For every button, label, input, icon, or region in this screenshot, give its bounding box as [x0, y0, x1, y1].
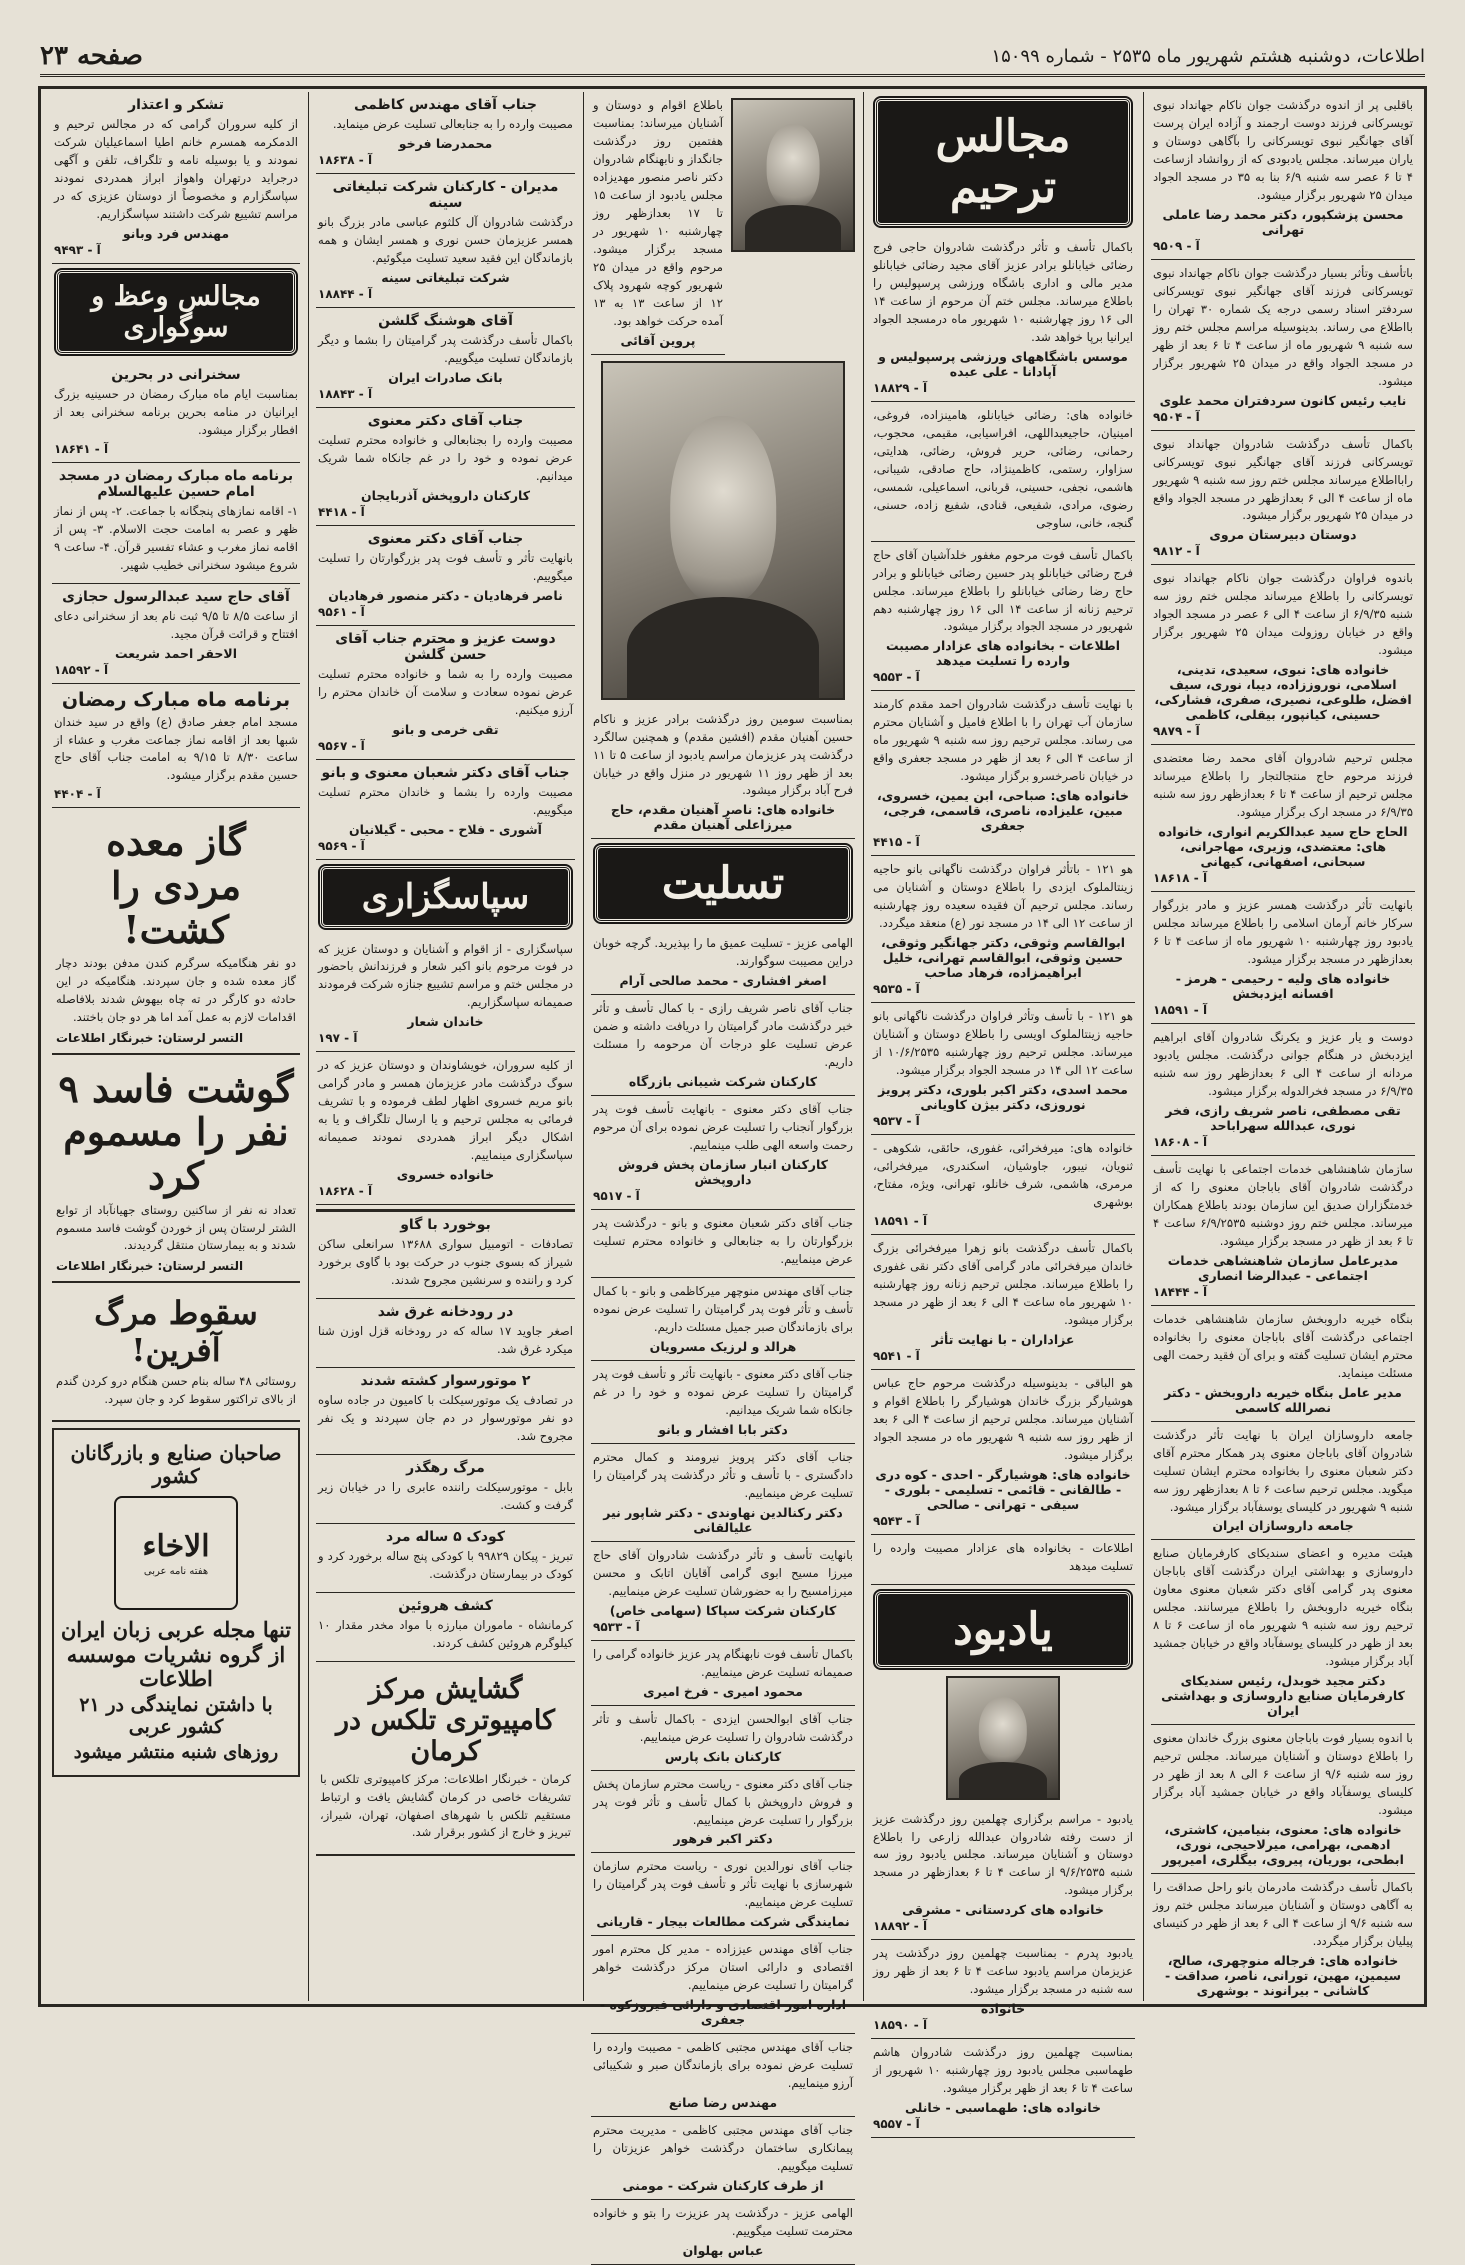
notice-heading: آقای حاج سید عبدالرسول حجازی	[62, 588, 290, 605]
notice-signature: محمد اسدی، دکتر اکبر بلوری، دکتر پرویز نوروزی، دکتر بیژن کاویانی	[878, 1082, 1128, 1113]
notice-signature: کارکنان بانک پارس	[664, 1748, 782, 1764]
notice-ramadan-program	[52, 684, 300, 809]
news-credit: التسر لرستان: خبرنگار اطلاعات	[56, 1259, 244, 1274]
column-memorial-services	[863, 92, 1143, 2132]
notice	[1151, 92, 1415, 260]
notice-ref: ۱۸۸۹۲ - آ	[873, 1919, 928, 1934]
notice-body: بمناسبت ایام ماه مبارک رمضان در حسینیه بزرگ ایرانیان در منامه بحرین برنامه سخنرانی بعد از افطار برگزار میشود.	[54, 386, 298, 437]
notice-signature: اصغر افشاری - محمد صالحی آرام	[619, 973, 827, 989]
notice	[591, 1542, 855, 1641]
notice-heading: سخنرانی در بحرین	[111, 366, 241, 383]
notice-body: باطلاع اقوام و دوستان و آشنایان میرساند: بمناسبت هفتمین روز درگذشت جانگداز و نابهنگام شادروان دکتر ناصر منصور مهدیزاده مجلس یادبود از ساعت ۱۵ تا ۱۷ بعدازظهر روز چهارشنبه ۱۰ شهریور در مسجد برگزار میشود. مرحوم واقع در میدان ۲۵ شهریور کوچه شهرود پلاک ۱۲ از ساعت ۱۳ به ۱۳ آمده حرکت خواهد بود.	[593, 98, 723, 328]
notice-signature: تقی مصطفی، ناصر شریف رازی، فخر نوری، عبدالله سهراباحد	[1165, 1102, 1401, 1133]
notice	[1151, 565, 1415, 745]
notice	[591, 2034, 855, 2117]
notice	[591, 1361, 855, 1444]
notice-signature: کارکنان انبار سازمان پخش فروش داروپخش	[618, 1157, 828, 1188]
notice-body: با نهایت تأسف درگذشت شادروان احمد مقدم کارمند سازمان آب تهران را با اطلاع فامیل و آشنایان محترم می رساند. مجلس ترحیم روز سه شنبه ۹ شهریور ماه از ساعت ۴ الی ۶ بعد از ظهر در مسجد جعفری واقع در خیابان ناصرخسرو برگزار میشود.	[873, 697, 1133, 784]
notice-ref: ۹۵۳۵ - آ	[873, 982, 920, 997]
news-heading: مرگ رهگذر	[406, 1459, 485, 1476]
notice-signature: مدیرعامل سازمان شاهنشاهی خدمات اجتماعی - عبدالرضا انصاری	[1167, 1252, 1399, 1283]
notice-signature: خانواده های: صباحی، ابن یمین، خسروی، مبین، علیزاده، ناصری، قاسمی، فرجی، جعفری	[876, 788, 1130, 834]
notice-body: جناب آقای دکتر معنوی - بانهایت تأسف فوت پدر بزرگوار آنجناب را تسلیت عرض نموده برای آن مرحوم رحمت واسعه الهی طلب مینماییم.	[593, 1102, 853, 1153]
news-body: روستائی ۴۸ ساله بنام حسن هنگام درو کردن گندم از بالای تراکتور سقوط کرد و جان سپرد.	[56, 1373, 296, 1406]
notice-heading: دوست عزیز و محترم جناب آقای حسن گلشن	[335, 630, 556, 663]
notice-body: جناب آقای مهندس مجتبی کاظمی - مدیریت محترم پیمانکاری ساختمان درگذشت خواهر عزیزتان را تسلیت میگوییم.	[593, 2123, 853, 2174]
notice-body: الهامی عزیز - درگذشت پدر عزیزت را بتو و خانواده محترمت تسلیت میگوییم.	[593, 2206, 853, 2239]
notice	[871, 2039, 1135, 2138]
notice	[591, 1096, 855, 1210]
notice	[1151, 431, 1415, 566]
notice	[591, 2117, 855, 2200]
notice-body: الهامی عزیز - تسلیت عمیق ما را بپذیرید. گرچه خوبان دراین مصیبت سوگوارند.	[593, 936, 853, 969]
notice-body: مصیبت وارده را به شما و خانواده محترم تسلیت عرض نموده سعادت و سلامت آن خاندان محترم را آرزو میکنیم.	[318, 666, 573, 717]
notice-ref: ۹۸۷۹ - آ	[1153, 724, 1200, 739]
notice-body: باکمال تأسف درگذشت شادروان جهانداد نبوی تویسرکانی فرزند آقای جهانگیر نبوی تویسرکانی رابااطلاع میرساند مجلس ختم روز سه شنبه ۹ شهریور ماه از ساعت ۴ الی ۶ بعدازظهر در مسجد الجواد واقع در میدان ۲۵ شهریور برگزار میشود.	[1153, 436, 1413, 523]
notice-heading: جناب آقای دکتر شعبان معنوی و بانو	[321, 764, 570, 781]
notice	[871, 1806, 1135, 1941]
notice-body: سپاسگزاری - از اقوام و آشنایان و دوستان عزیز که در فوت مرحوم بانو اکبر شعار و فرزندانش باحضور در مجلس ختم و مراسم تشییع جنازه شرکت فرمودند صمیمانه سپاسگزاریم.	[318, 941, 573, 1010]
notice-signature: خاندان شعار	[407, 1014, 484, 1030]
notice-signature: دکتر اکبر فرهور	[673, 1831, 773, 1847]
notice-ref: ۱۸۶۲۸ - آ	[318, 1184, 373, 1199]
column-gratitude	[308, 92, 583, 2001]
notice-body: جناب آقای نورالدین نوری - ریاست محترم سازمان شهرسازی با نهایت تأثر و تأسف فوت پدر گرامیتان را تسلیت عرض مینماییم.	[593, 1859, 853, 1910]
notice-ref: ۹۵۰۹ - آ	[1153, 238, 1200, 253]
notice	[591, 1210, 855, 1278]
notice-ref: ۱۸۶۴۱ - آ	[54, 441, 109, 456]
news-heading: ۲ موتورسوار کشته شدند	[360, 1373, 531, 1390]
notice	[591, 1853, 855, 1936]
notice	[591, 1444, 855, 1542]
notice-ref: ۴۴۰۴ - آ	[54, 787, 101, 802]
notice-body: هو الباقی - بدینوسیله درگذشت مرحوم حاج عباس هوشیارگر بزرگ خاندان هوشیارگر را باطلاع اقوام و آشنایان میرساند. مجلس ترحیم از ساعت ۴ الی ۶ بعد از ظهر روز سه شنبه ۹ شهریور ماه در مسجد الجواد برگزار میشود.	[873, 1375, 1133, 1462]
notice-ref: ۱۹۷ - آ	[318, 1031, 358, 1046]
alakha-logo	[114, 1496, 238, 1610]
notice	[591, 1641, 855, 1706]
notice-ref: ۱۸۴۴۴ - آ	[1153, 1284, 1208, 1299]
news-item	[316, 1455, 575, 1524]
notice-body: بانهایت تأثر درگذشت همسر عزیز و مادر بزرگوار سرکار خانم آرمان اسلامی را باطلاع میرساند مجلس یادبود روز چهارشنبه ۱۰ شهریور ماه از ساعت ۴ تا ۶ بعدازظهر در مسجد برگزار میشود.	[1153, 898, 1413, 967]
notice	[316, 626, 575, 760]
notice-signature: خانواده	[980, 2001, 1026, 2017]
notice	[1151, 1156, 1415, 1306]
notice-body: بنگاه خیریه داروبخش سازمان شاهنشاهی خدمات اجتماعی درگذشت آقای باباجان معنوی را بخانواده محترم ایشان تسلیت گفته و برای آن فقید رحمت الهی مسئلت مینماید.	[1153, 1311, 1413, 1380]
notice-ref: ۱۸۵۹۱ - آ	[873, 1213, 928, 1228]
notice-body: اطلاعات - بخانواده های عزادار مصیبت وارده را تسلیت میدهد	[873, 1540, 1133, 1573]
notice-heading: آقای هوشنگ گلشن	[378, 312, 513, 329]
notice-signature: کارکنان شرکت شیبانی بازرگاه	[628, 1074, 818, 1090]
news-body: تعداد نه نفر از ساکنین روستای جهیانآباد از توابع الشتر لرستان پس از خوردن گوشت فاسد مسموم شدند و به بیمارستان منتقل گردیدند.	[56, 1202, 296, 1253]
notice	[316, 408, 575, 526]
notice-ref: ۴۴۱۵ - آ	[873, 835, 920, 850]
notice-signature: کارکنان شرکت سپاکا (سهامی خاص)	[609, 1602, 837, 1618]
news-heading: بوخورد با گاو	[400, 1217, 491, 1234]
notice-body: جناب آقای مهندس منوچهر میرکاظمی و بانو - با کمال تأسف و تأثر فوت پدر گرامیتان را تسلیت عرض نموده برای بازماندگان صبر جمیل مسئلت داریم.	[593, 1284, 853, 1334]
notice-signature: ناصر فرهادیان - دکتر منصور فرهادیان	[328, 587, 563, 603]
notice-ref: ۹۴۹۳ - آ	[54, 242, 101, 257]
notice-ref: ۱۸۵۹۱ - آ	[1153, 1003, 1208, 1018]
news-spoiled-meat	[52, 1055, 300, 1284]
notice-body: از کلیه سروران گرامی که در مجالس ترحیم و الدمکرمه همسرم خانم اطیا اسماعیلیان شرکت نمودند و یا بوسیله نامه و تلگراف، تلفن و آگهی درجراید درتهران واهواز ابراز همدردی نمودند سپاسگزارم و مخصوصاً از دوستان عزیزی که در مراسم تشییع شرکت داشتند سپاسگزاریم.	[54, 117, 298, 221]
notice-ref: ۹۵۳۳ - آ	[593, 1619, 640, 1634]
notice-body: باندوه فراوان درگذشت جوان ناکام جهانداد نبوی تویسرکانی را باطلاع میرساند مجلس ختم روز سه شنبه ۶/۹/۳۵ از ساعت ۴ الی ۶ عصر در مسجد الجواد واقع در خیابان روزولت میدان ۲۵ شهریور برگزار میشود.	[1153, 571, 1413, 658]
notice-body: جناب آقای دکتر شعبان معنوی و بانو - درگذشت پدر بزرگوارتان را به جنابعالی و خانواده محترم تسلیت عرض مینماییم.	[593, 1216, 853, 1267]
news-heading: در رودخانه غرق شد	[377, 1304, 514, 1321]
notice	[1151, 1306, 1415, 1422]
ad-top-line: صاحبان صنایع و بازرگانان کشور	[70, 1441, 282, 1489]
notice-ref: ۱۸۵۹۲ - آ	[54, 662, 109, 677]
notice-signature: الاحقر احمد شریعت	[114, 645, 238, 661]
notice-signature: عباس بهلوان	[682, 2243, 764, 2259]
notice-signature: موسس باشگاههای ورزشی پرسپولیس و آپادانا - علی عبده	[878, 348, 1128, 379]
notice-ref: ۱۸۶۱۸ - آ	[1153, 871, 1208, 886]
notice-signature: دکتر رکنالدین نهاوندی - دکتر شاپور نیر علیالقانی	[603, 1504, 843, 1535]
notice-signature: دوستان دبیرستان مروی	[1209, 527, 1357, 543]
news-item	[316, 1524, 575, 1593]
news-body: تبریز - پیکان ۹۹۸۲۹ با کودکی پنج ساله برخورد کرد و کودک در بیمارستان درگذشت.	[318, 1548, 573, 1581]
news-headline: سقوط مرگ آفرین!	[94, 1294, 258, 1370]
column-condolence-notices	[1143, 92, 1423, 2001]
notice-body: یادبود - مراسم برگزاری چهلمین روز درگذشت عزیز از دست رفته شادروان عبدالله زارعی را باطلاع دوستان و آشنایان میرساند. مجلس یادبود روز سه شنبه ۹/۶/۲۵۳۵ از ساعت ۴ تا ۶ بعدازظهر در مسجد برگزار میشود.	[873, 1811, 1133, 1898]
portrait-photo-large	[601, 361, 845, 700]
notice-body: جناب آقای ابوالحسن ایزدی - باکمال تأسف و تأثر درگذشت شادروان را تسلیت عرض مینماییم.	[593, 1711, 853, 1744]
page-number: صفحه ۲۳	[40, 41, 143, 71]
logo-subtext: هفته نامه عربی	[143, 1566, 209, 1578]
notice-body: جناب آقای دکتر معنوی - ریاست محترم سازمان پخش و فروش داروپخش با کمال تأسف و تأثر فوت پدر بزرگوار را تسلیت عرض مینماییم.	[593, 1776, 853, 1827]
notice-ref: ۱۸۸۲۹ - آ	[873, 380, 928, 395]
notice-body: هو ۱۲۱ - با تأسف وتأثر فراوان درگذشت ناگهانی بانو حاجیه زینتالملوک اویسی را باطلاع دوستان و آشنایان میرساند. مجلس ترحیم روز چهارشنبه ۱۰/۶/۲۵۳۵ از ساعت ۱۲ الی ۱۴ در مسجد الجواد برگزار میشود.	[873, 1009, 1133, 1078]
notice-body: بمناسبت چهلمین روز درگذشت شادروان هاشم طهماسبی مجلس یادبود روز چهارشنبه ۱۰ شهریور از ساعت ۴ تا ۶ بعد از ظهر برگزار میشود.	[873, 2045, 1133, 2096]
notice-signature: محمدرضا فرخو	[398, 135, 493, 151]
notice-signature: مدیر عامل بنگاه خیریه داروبخش - دکتر نصرالله کاسمی	[1164, 1384, 1402, 1415]
notice	[871, 1235, 1135, 1370]
notice-heading: برنامه ماه مبارک رمضان	[61, 688, 291, 711]
news-heading: کشف هروئین	[398, 1597, 493, 1614]
notice	[1151, 260, 1415, 431]
news-body: دو نفر هنگامیکه سرگرم کندن مدفن بودند دچار گاز معده شده و جان سپردند. هنگامیکه در این حادثه دو کارگر در ته چاه بیهوش شدند بلافاصله اقدامات لازم به عمل آمد اما هر دو جان باختند.	[56, 956, 296, 1024]
notice-body: از ساعت ۸/۵ تا ۹/۵ ثبت نام بعد از سخنرانی دعای افتتاح و قرائت قرآن مجید.	[54, 608, 299, 641]
notice-ref: ۹۵۶۷ - آ	[318, 738, 365, 753]
notice-body: باکمال تأسف فوت مرحوم مغفور خلدآشیان آقای حاج فرج رضائی خیابانلو پدر حسین رضائی خیابانلو و برادر حاج رضا رضائی خیابانلو را باطلاع میرساند. مجلس ترحیم زنانه از ساعت ۱۴ الی ۱۶ روز چهارشنبه دهم شهریور در مسجد الجواد برگزار میشود.	[873, 547, 1133, 634]
notice-heading: برنامه ماه مبارک رمضان در مسجد امام حسین علیهالسلام	[58, 467, 294, 500]
notice-signature: هرالد و لرزیک مسرویان	[649, 1338, 797, 1354]
notice	[871, 1135, 1135, 1235]
notice-signature: پروین آقائی	[620, 332, 696, 348]
notice-signature: محسن پزشکپور، دکتر محمد رضا عاملی تهرانی	[1162, 206, 1404, 237]
news-stomach-gas	[52, 808, 300, 1054]
notice-signature: کارکنان داروپخش آذربایجان	[361, 487, 530, 503]
notice-body: از کلیه سروران، خویشاوندان و دوستان عزیز که در سوگ درگذشت مادر عزیزمان همسر و مادر گرامی بانو مریم خسروی اظهار لطف فرموده و با تشریف فرمائی به مجلس ترحیم و یا ارسال تلگراف و یا به اشکال دیگر ابراز همدردی نمودند صمیمانه سپاسگزاری مینماییم.	[318, 1058, 573, 1163]
notice	[591, 930, 855, 995]
notice-signature: مهندس رضا صانع	[668, 2095, 778, 2111]
notice	[871, 234, 1135, 402]
notice-ref: ۱۸۶۰۸ - آ	[1153, 1134, 1208, 1149]
notice-signature: دکتر مجید خوبدل، رئیس سندیکای کارفرمایان صنایع داروسازی و بهداشتی ایران	[1161, 1673, 1405, 1719]
notice-signature: از طرف کارکنان شرکت - مومنی	[622, 2178, 824, 2194]
ad-foot-line: روزهای شنبه منتشر میشود	[73, 1741, 279, 1763]
notice-ref: ۹۵۱۷ - آ	[593, 1189, 640, 1204]
notice-ref: ۹۸۱۲ - آ	[1153, 544, 1200, 559]
notice-ref: ۹۵۴۱ - آ	[873, 1348, 920, 1363]
notice-signature: الحاج حاج سید عبدالکریم انواری، خانواده های: معتضدی، وزیری، مهاجرانی، سبحانی، اصفهانی، کیهانی	[1158, 824, 1408, 870]
notice	[52, 584, 300, 684]
news-credit: التسر لرستان: خبرنگار اطلاعات	[56, 1030, 244, 1045]
notice-ref: ۱۸۵۹۰ - آ	[873, 2018, 928, 2033]
notice-ref: ۹۵۳۷ - آ	[873, 1114, 920, 1129]
notice-heading: جناب آقای دکتر معنوی	[367, 530, 524, 547]
notice-signature: خانواده خسروی	[396, 1167, 495, 1183]
notice	[591, 1706, 855, 1771]
notice-body: مجلس ترحیم شادروان آقای محمد رضا معتضدی فرزند مرحوم حاج منتجالتجار را باطلاع میرساند مجلس ترحیم از ساعت ۴ تا ۶ بعدازظهر روز سه شنبه ۶/۹/۳۵ در مسجد ارک برگزار میشود.	[1153, 751, 1413, 820]
ad-body-line: تنها مجله عربی زبان ایران از گروه نشریات موسسه اطلاعات	[60, 1617, 292, 1691]
notice-body: جناب آقای دکتر معنوی - بانهایت تأثر و تأسف فوت پدر گرامیتان را تسلیت عرض نموده و خود را در غم جانکاه شما شریک میدانیم.	[593, 1366, 853, 1417]
notice-signature: خانواده های: معنوی، بنیامین، کاشتری، ادهمی، بهرامی، میرلاحیجی، نوری، ابطحی، بوریان، پیروی، بیگلری، امیرپور	[1162, 1822, 1404, 1868]
banner-condolence: تسلیت	[595, 845, 851, 922]
notice	[871, 1370, 1135, 1535]
banner-gratitude: سپاسگزاری	[320, 866, 571, 928]
notice-body: جناب آقای مهندس عیززاده - مدیر کل محترم امور اقتصادی و دارائی استان مرکز درگذشت خواهر گرامیتان را تسلیت عرض مینماییم.	[593, 1942, 853, 1993]
notice-body: مصیبت وارده را بجنابعالی و خانواده محترم تسلیت عرض نموده و خود را در غم جانکاه شما شریک میدانیم.	[318, 432, 573, 483]
notice-signature: اطلاعات - بخانواده های عزادار مصیبت وارده را تسلیت میدهد	[885, 638, 1121, 669]
notice-body: هو ۱۲۱ - باتأثر فراوان درگذشت ناگهانی بانو حاجیه زینتالملوک ایزدی را باطلاع دوستان و آشنایان می رساند. مجلس ترحیم آن فقیده سعیده روز چهارشنبه از ساعت ۱۲ الی ۱۴ در مسجد نور (ع) منعقد میگردد.	[873, 862, 1134, 931]
notice	[316, 308, 575, 408]
news-item	[316, 1593, 575, 1662]
notice-signature: آشوری - فلاح - محبی - گیلانیان	[349, 821, 542, 837]
notice-heading: جناب آقای دکتر معنوی	[367, 412, 524, 429]
notice-signature: دکتر بابا افشار و بانو	[658, 1421, 788, 1437]
notice-ref: ۹۵۵۷ - آ	[873, 2117, 920, 2132]
notice-ref: ۱۸۶۳۸ - آ	[318, 152, 373, 167]
notice	[52, 463, 300, 584]
news-item	[316, 1368, 575, 1455]
notice	[591, 995, 855, 1096]
notice-ref: ۱۸۸۴۴ - آ	[318, 286, 373, 301]
news-item	[316, 1299, 575, 1368]
notice-body: بانهایت تأسف و تأثر درگذشت شادروان آقای حاج میرزا مسیح ابوی گرامی آقایان اتابک و محسن میرزامسیح را به حضورشان تسلیت عرض مینماییم.	[593, 1547, 853, 1598]
notice	[316, 526, 575, 626]
notice-heading: تشکر و اعتذار	[128, 97, 224, 113]
notice-body: هیئت مدیره و اعضای سندیکای کارفرمایان صنایع داروسازی و بهداشتی ایران درگذشت آقای باباجان معنوی پدر گرامی آقای دکتر شعبان معنوی معاون بنگاه خیریه داروبخش را باطلاع میرسانند. مجلس ترحیم روز سه شنبه ۹ شهریور ماه از ساعت ۶ تا ۸ بعد از ظهر در کلیسای یوسفآباد واقع در خیابان جمشید آباد برگزار میشود.	[1153, 1546, 1414, 1669]
notice	[871, 1535, 1135, 1585]
logo-text: الاخاء	[142, 1529, 210, 1565]
notice-body: جناب آقای ناصر شریف رازی - با کمال تأسف و تأثر خبر درگذشت مادر گرامیتان را دریافت داشته و ضمن عرض تسلیت علو درجات آن مرحومه را مسئلت داریم.	[593, 1001, 853, 1070]
notice	[591, 1771, 855, 1854]
notice-body: خانواده های: رضائی خیابانلو، هامینزاده، فروغی، امینیان، حاجیعبداللهی، افراسیابی، مقیمی، محجوب، رحمانی، رضائی، حریر فروش، رضائی، هدایتی، سزاوار، رستمی، کاظمینژاد، حاج صادقی، شیبانی، هاشمی، نجفی، حسینی، قربانی، اسماعیلی، شمسی، رضوی، مرادی، شفیعی، قنادی، شفیع زاده، حسنی، گنجه، خانی، ساوجی	[873, 407, 1133, 530]
notice-signature: خانواده های: ناصر آهنیان مقدم، حاج میرزاعلی آهنیان مقدم	[610, 802, 836, 833]
news-item	[316, 1212, 575, 1299]
news-headline: گاز معده مردی را کشت!	[106, 819, 246, 952]
notice-body: باکمال تأسف درگذشت پدر گرامیتان را بشما و دیگر بازماندگان تسلیت میگوییم.	[318, 332, 573, 365]
notice	[1151, 1422, 1415, 1541]
news-headline: گوشت فاسد ۹ نفر را مسموم کرد	[58, 1065, 294, 1199]
notice-signature: خانواده های کردستانی - مشرقی	[902, 1902, 1104, 1918]
column-sermons-news	[44, 92, 308, 2001]
notice-signature: مهندس فرد وبانو	[122, 225, 230, 241]
notice	[1151, 892, 1415, 1024]
news-body: تصادفات - اتومبیل سواری ۱۳۶۸۸ سرانعلی ساکن شیراز که بسوی جنوب در حرکت بود با گاوی برخورد کرد و راننده و سرنشین مجروح شدند.	[318, 1237, 573, 1288]
notice-signature: ابوالقاسم وثوقی، دکتر جهانگیر وثوقی، حسین وثوقی، ابوالقاسم تهرانی، خلیل ابراهیمزاده، فرهاد صاحب	[880, 935, 1126, 981]
notice	[52, 92, 300, 264]
notice-signature: محمود امیری - فرخ امیری	[643, 1683, 803, 1699]
notice-body: درگذشت شادروان آل کلثوم عباسی مادر بزرگ بانو همسر عزیزمان حسن نوری و همسر ایشان و همه بازماندگان این فقید سعید تسلیت میگوئیم.	[318, 214, 573, 265]
notice-body: باتأسف وتأثر بسیار درگذشت جوان ناکام جهانداد نبوی تویسرکانی فرزند آقای جهانگیر نبوی تویسرکانی سردفتر اسناد رسمی درجه یک شماره ۳۰ تهران را بااطلاع می رساند. بدینوسیله مراسم مجلس ختم روز سه شنبه ۹ شهریور ماه از ساعت ۴ تا ۶ بعد از ظهر در مسجد الجواد واقع در میدان ۲۵ شهریور برگزار میشود.	[1153, 265, 1413, 388]
notice-ref: ۹۵۴۳ - آ	[873, 1513, 920, 1528]
notice-signature: شرکت تبلیغاتی سینه	[381, 269, 510, 285]
news-body: کرمانشاه - ماموران مبارزه با مواد مخدر مقدار ۱۰ کیلوگرم هروئین کشف کردند.	[318, 1617, 573, 1650]
notice-body: بمناسبت سومین روز درگذشت برادر عزیز و ناکام حسین آهنیان مقدم (افشین مقدم) و همچنین سالگرد درگذشت پدر عزیزمان مراسم یادبود از ساعت ۵ تا ۱۱ بعد از ظهر روز ۱۱ شهریور در منزل واقع در خیابان فرح آباد برگزار میشود.	[593, 711, 853, 798]
notice-body: سازمان شاهنشاهی خدمات اجتماعی با نهایت تأسف درگذشت شادروان آقای باباجان معنوی را که از خدمتگزاران صدیق این سازمان بودند باطلاع همکاران میرساند. مجلس ختم روز دوشنبه ۶/۹/۲۵۳۵ ساعت ۴ تا ۶ بعد از ظهر در مسجد برگزار میشود.	[1153, 1161, 1413, 1248]
notice	[316, 174, 575, 308]
notice-body: بانهایت تأثر و تأسف فوت پدر بزرگوارتان را تسلیت میگوییم.	[318, 550, 573, 583]
notice	[871, 542, 1135, 692]
notice-body: با اندوه بسیار فوت باباجان معنوی بزرگ خاندان معنوی را باطلاع دوستان و آشنایان میرساند. مجلس ترحیم روز سه شنبه ۹/۶ از ساعت ۶ الی ۸ بعد از ظهر در کلیسای یوسفآباد واقع در خیابان جمشید آباد برگزار میشود.	[1153, 1731, 1413, 1818]
notice-ref: ۹۵۰۴ - آ	[1153, 409, 1200, 424]
notice-signature: بانک صادرات ایران	[388, 369, 503, 385]
notice-signature: خانواده های: هوشیارگر - احدی - کوه دری - طالقانی - قائمی - تسلیمی - بلوری - سیفی - تهرانی - صالحی	[875, 1466, 1131, 1512]
notice-body: باکمال تأسف و تأثر درگذشت شادروان حاجی فرج رضائی خیابانلو برادر عزیز آقای مجید رضائی خیابانلو مدیر مالی و اداری باشگاه ورزشی پرسپولیس را باطلاع میرساند. مجلس ختم آن مرحوم از ساعت ۱۴ الی ۱۶ روز چهارشنبه ۱۰ شهریور ماه درمسجد الجواد ایرانیا برپا خواهد شد.	[873, 240, 1134, 344]
portrait-photo	[731, 98, 855, 252]
ad-body-line2: با داشتن نمایندگی در ۲۱ کشور عربی	[79, 1693, 273, 1738]
notice-ref: ۹۵۵۳ - آ	[873, 670, 920, 685]
portrait-photo	[946, 1676, 1060, 1800]
notice-ref: ۴۴۱۸ - آ	[318, 504, 365, 519]
masthead	[40, 38, 1425, 77]
news-deadly-fall	[52, 1283, 300, 1422]
notice-signature: خانواده های: فرجاله منوچهری، صالح، سیمین، مهین، تورانی، ناصر، صداقت - کاشانی - بیرانوند - بوشهری	[1164, 1952, 1401, 1998]
notice-body: یادبود پدرم - بمناسبت چهلمین روز درگذشت پدر عزیزمان مراسم یادبود ساعت ۴ تا ۶ بعد از ظهر روز سه شنبه در مسجد برگزار میشود.	[873, 1946, 1133, 1997]
notice-body: مسجد امام جعفر صادق (ع) واقع در سید خندان شبها بعد از اقامه نماز جماعت مغرب و عشاء از ساعت ۸/۳۰ تا ۹/۱۵ به امامت جناب آقای حاج حسین مقدم برگزار میشود.	[54, 714, 298, 783]
banner-sermons: مجالس وعظ و سوگواری	[56, 270, 296, 354]
news-body: در تصادف یک موتورسیکلت با کامیون در جاده ساوه دو نفر موتورسوار در دم جان سپردند و یک نفر مجروح شد.	[318, 1393, 573, 1443]
notice	[871, 1003, 1135, 1135]
banner-remembrance: یادبود	[875, 1591, 1131, 1668]
notice-body: جناب آقای مهندس مجتبی کاظمی - مصیبت وارده را تسلیت عرض نموده برای بازماندگان صبر و شکیبائی آرزو مینماییم.	[593, 2040, 853, 2091]
notice-heading: مدیران - کارکنان شرکت تبلیغاتی سینه	[332, 178, 559, 211]
notice-ref: ۹۵۶۹ - آ	[318, 838, 365, 853]
notice-signature: عزاداران - با نهایت تأثر	[931, 1331, 1075, 1347]
notice-body: جناب آقای دکتر پرویز نیرومند و کمال محترم دادگستری - با تأسف و تأثر درگذشت پدر گرامیتان را تسلیت عرض مینماییم.	[593, 1449, 853, 1500]
notice-signature: خانواده های ولیه - رحیمی - هرمز - افسانه ایزدبخش	[1175, 971, 1391, 1002]
notice	[1151, 745, 1415, 892]
notice-body: ۱- اقامه نمازهای پنجگانه با جماعت. ۲- پس از نماز ظهر و عصر به امامت حجت الاسلام. ۳- پس از اقامه نماز مغرب و عشاء تفسیر قرآن. ۴- ساعت ۹ شروع میشود سخنرانی خطیب شهیر.	[54, 503, 298, 572]
notice-signature: نمایندگی شرکت مطالعات بیجار - قاریانی	[596, 1914, 850, 1930]
notice-heading: جناب آقای مهندس کاظمی	[354, 97, 537, 113]
notice-ref: ۹۵۶۱ - آ	[318, 604, 365, 619]
notice	[316, 92, 575, 174]
notice	[52, 362, 300, 463]
notice	[316, 1052, 575, 1205]
notice	[1151, 1874, 1415, 2005]
notice-signature: خانواده های: نبوی، سعیدی، تدینی، اسلامی، نوروززاده، دیبا، نوری، سیف افضل، طلوعی، نصیری، صفری، فشارکی، حسینی، کیانپور، بیقلی، کاظمی	[1154, 662, 1412, 723]
notice-signature: جامعه داروسازان ایران	[1212, 1518, 1354, 1534]
news-body: بابل - موتورسیکلت راننده عابری را در خیابان زیر گرفت و کشت.	[318, 1479, 573, 1512]
notice-body: باکمال تأسف درگذشت مادرمان بانو راحل صداقت را به آگاهی دوستان و آشنایان میرساند مجلس ختم روز سه شنبه ۹/۶ از ساعت ۴ الی ۶ بعد از ظهر در کنیسای پیلیان برگزار میگردد.	[1153, 1880, 1413, 1948]
notice-body: مصیبت وارده را بشما و خاندان محترم تسلیت میگوییم.	[318, 784, 573, 817]
notice-body: مصیبت وارده را به جنابعالی تسلیت عرض مینماید.	[332, 117, 573, 131]
ad-alakha-magazine	[52, 1428, 300, 1777]
notice-signature: خانواده های: طهماسبی - خانلی	[904, 2100, 1101, 2116]
notice	[871, 856, 1135, 1003]
ad-telex-center	[316, 1662, 575, 1856]
notice	[591, 706, 855, 840]
telex-body: کرمان - خبرنگار اطلاعات: مرکز کامپیوتری تلکس با تشریفات خاصی در کرمان گشایش یافت و ارتباط مستقیم تلکس با شهرهای اصفهان، تهران، شیراز، تبریز و خارج از کشور برقرار شد.	[320, 1771, 571, 1840]
notice	[871, 691, 1135, 856]
notice	[871, 402, 1135, 542]
banner-memorial-services: مجالس ترحیم	[875, 98, 1131, 226]
news-heading: کودک ۵ ساله مرد	[386, 1528, 505, 1545]
notice-body: خانواده های: میرفخرائی، غفوری، حائقی، شکوهی - ثنویان، نیبور، جاوشیان، اسکندری، میرفخرائی، مرمری، هاشمی، شرف خانلو، تهرانی، ویژه، مفتاح، بوشهری	[873, 1141, 1133, 1209]
column-condolences	[583, 92, 863, 2259]
notice-body: باکمال تأسف درگذشت بانو زهرا میرفخرائی بزرگ خاندان میرفخرائی مادر گرامی آقای دکتر نقی غفوری را باطلاع میرساند. مجلس ترحیم زنانه روز چهارشنبه ۱۰ شهریور ماه ساعت ۴ الی ۶ بعد از ظهر در مسجد برگزار میشود.	[873, 1240, 1133, 1327]
notice	[591, 1278, 855, 1361]
notice-body: باکمال تأسف فوت نابهنگام پدر عزیز خانواده گرامی را صمیمانه تسلیت عرض مینماییم.	[593, 1646, 853, 1679]
notice	[1151, 1024, 1415, 1156]
telex-headline: گشایش مرکز کامپیوتری تلکس در کرمان	[336, 1673, 555, 1767]
notice-body: جامعه داروسازان ایران با نهایت تأثر درگذشت شادروان آقای باباجان معنوی پدر همکار محترم آقای دکتر شعبان معنوی را بخانواده محترم ایشان تسلیت میگوید. مجلس ترحیم ساعت ۶ تا ۸ بعدازظهر روز سه شنبه ۹ شهریور در کلیسای یوسفآباد برگزار میشود.	[1153, 1427, 1413, 1514]
notice	[591, 1936, 855, 2034]
notice-body: باقلبی پر از اندوه درگذشت جوان ناکام جهانداد نبوی تویسرکانی فرزند دوست ارجمند و آزاده ایران پرست آقای جهانگیر نبوی تویسرکانی را بآگاهی دوستان و یاران میرساند. مجلس یادبودی که از روانشاد ازساعت ۴ تا ۶ عصر سه شنبه ۶/۹ بنا به ۳۵ در مسجد الجواد میدان ۲۵ شهریور برگزار میشود.	[1153, 98, 1413, 202]
news-body: اصغر جاوید ۱۷ ساله که در رودخانه قزل اوزن شنا میکرد غرق شد.	[318, 1324, 573, 1357]
notice-body: دوست و یار عزیز و یکرنگ شادروان آقای ابراهیم ایزدبخش در هنگام جوانی درگذشت. مجلس یادبود مردانه از ساعت ۴ الی ۶ بعدازظهر روز سه شنبه ۶/۹/۳۵ در مسجد فخرالدوله برگزار میشود.	[1153, 1030, 1414, 1098]
notice-signature: نایب رئیس کانون سردفتران محمد علوی	[1159, 392, 1407, 408]
notice	[316, 936, 575, 1053]
notice	[591, 2200, 855, 2265]
notice-signature: اداره امور اقتصادی و دارائی فیروزکوه - جعفری	[599, 1997, 847, 2028]
notice-ref: ۱۸۸۴۳ - آ	[318, 386, 373, 401]
notice	[1151, 1725, 1415, 1874]
notice-signature: تقی خرمی و بانو	[392, 721, 499, 737]
notice	[591, 92, 725, 355]
paper-info: اطلاعات، دوشنبه هشتم شهریور ماه ۲۵۳۵ - شماره ۱۵۰۹۹	[991, 45, 1425, 67]
notice	[1151, 1540, 1415, 1725]
notice	[316, 760, 575, 860]
notice	[871, 1940, 1135, 2039]
